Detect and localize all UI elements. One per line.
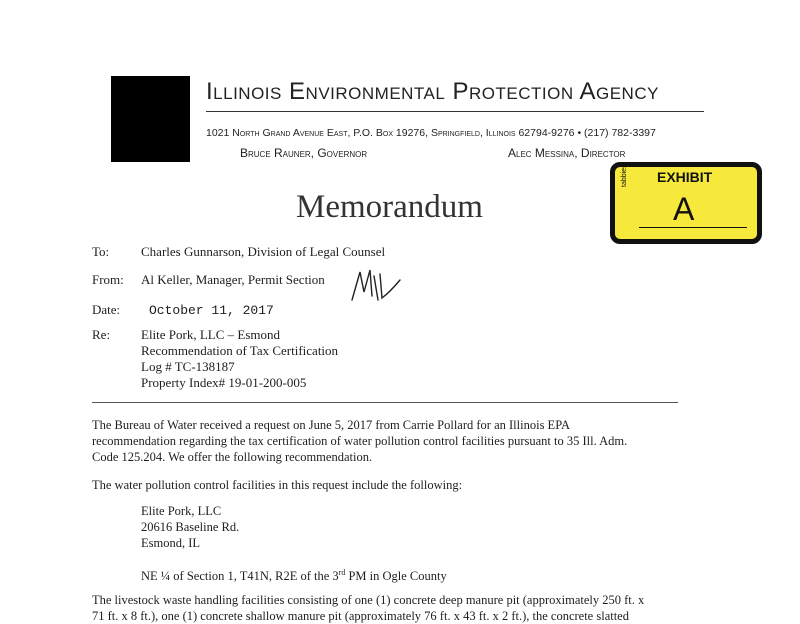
exhibit-sticker	[610, 162, 762, 244]
to-value: Charles Gunnarson, Division of Legal Counsel	[141, 244, 386, 259]
exhibit-underline	[639, 227, 747, 228]
governor-name: Bruce Rauner, Governor	[240, 146, 368, 160]
exhibit-letter: A	[673, 191, 695, 227]
body-line: 71 ft. x 8 ft.), one (1) concrete shallow manure pit (approximately 76 ft. x 43 ft. x 2 ft.), the concrete slatted	[92, 609, 629, 623]
re-label: Re:	[92, 327, 111, 342]
director-name: Alec Messina, Director	[508, 146, 626, 160]
date-label: Date:	[92, 302, 121, 317]
body-line: The livestock waste handling facilities consisting of one (1) concrete deep manure pit (approximately 250 ft. x	[92, 593, 645, 607]
location-text: NE ¼ of Section 1, T41N, R2E of the 3	[141, 569, 339, 584]
to-label: To:	[92, 244, 110, 259]
re-line: Elite Pork, LLC – Esmond	[141, 327, 281, 342]
re-line: Recommendation of Tax Certification	[141, 343, 339, 358]
from-label: From:	[92, 272, 124, 287]
re-line: Log # TC-138187	[141, 359, 235, 374]
agency-name: Illinois Environmental Protection Agency	[206, 78, 659, 105]
memo-title: Memorandum	[296, 189, 483, 225]
facility-line: Esmond, IL	[141, 536, 201, 550]
body-line: Code 125.204. We offer the following recommendation.	[92, 450, 373, 464]
exhibit-vendor: tabbies	[621, 164, 628, 187]
facility-line: Elite Pork, LLC	[141, 504, 222, 518]
re-line: Property Index# 19-01-200-005	[141, 375, 307, 390]
body-line: The Bureau of Water received a request on June 5, 2017 from Carrie Pollard for an Illinois EPA	[92, 418, 571, 432]
agency-logo	[111, 76, 190, 162]
location-superscript: rd	[338, 568, 346, 577]
body-line: The water pollution control facilities in this request include the following:	[92, 478, 463, 492]
signature-initials	[346, 266, 404, 306]
agency-address: 1021 North Grand Avenue East, P.O. Box 19276, Springfield, Illinois 62794-9276 • (217) 782-3397	[206, 127, 656, 139]
header-separator	[92, 402, 678, 403]
letterhead-rule	[206, 111, 704, 112]
facility-line: 20616 Baseline Rd.	[141, 520, 240, 534]
exhibit-label: EXHIBIT	[657, 169, 713, 185]
location-line	[141, 565, 447, 584]
date-value: October 11, 2017	[149, 303, 274, 318]
from-value: Al Keller, Manager, Permit Section	[141, 272, 325, 287]
location-text-end: PM in Ogle County	[345, 569, 447, 584]
body-line: recommendation regarding the tax certification of water pollution control facilities pursuant to 35 Ill. Adm.	[92, 434, 628, 448]
